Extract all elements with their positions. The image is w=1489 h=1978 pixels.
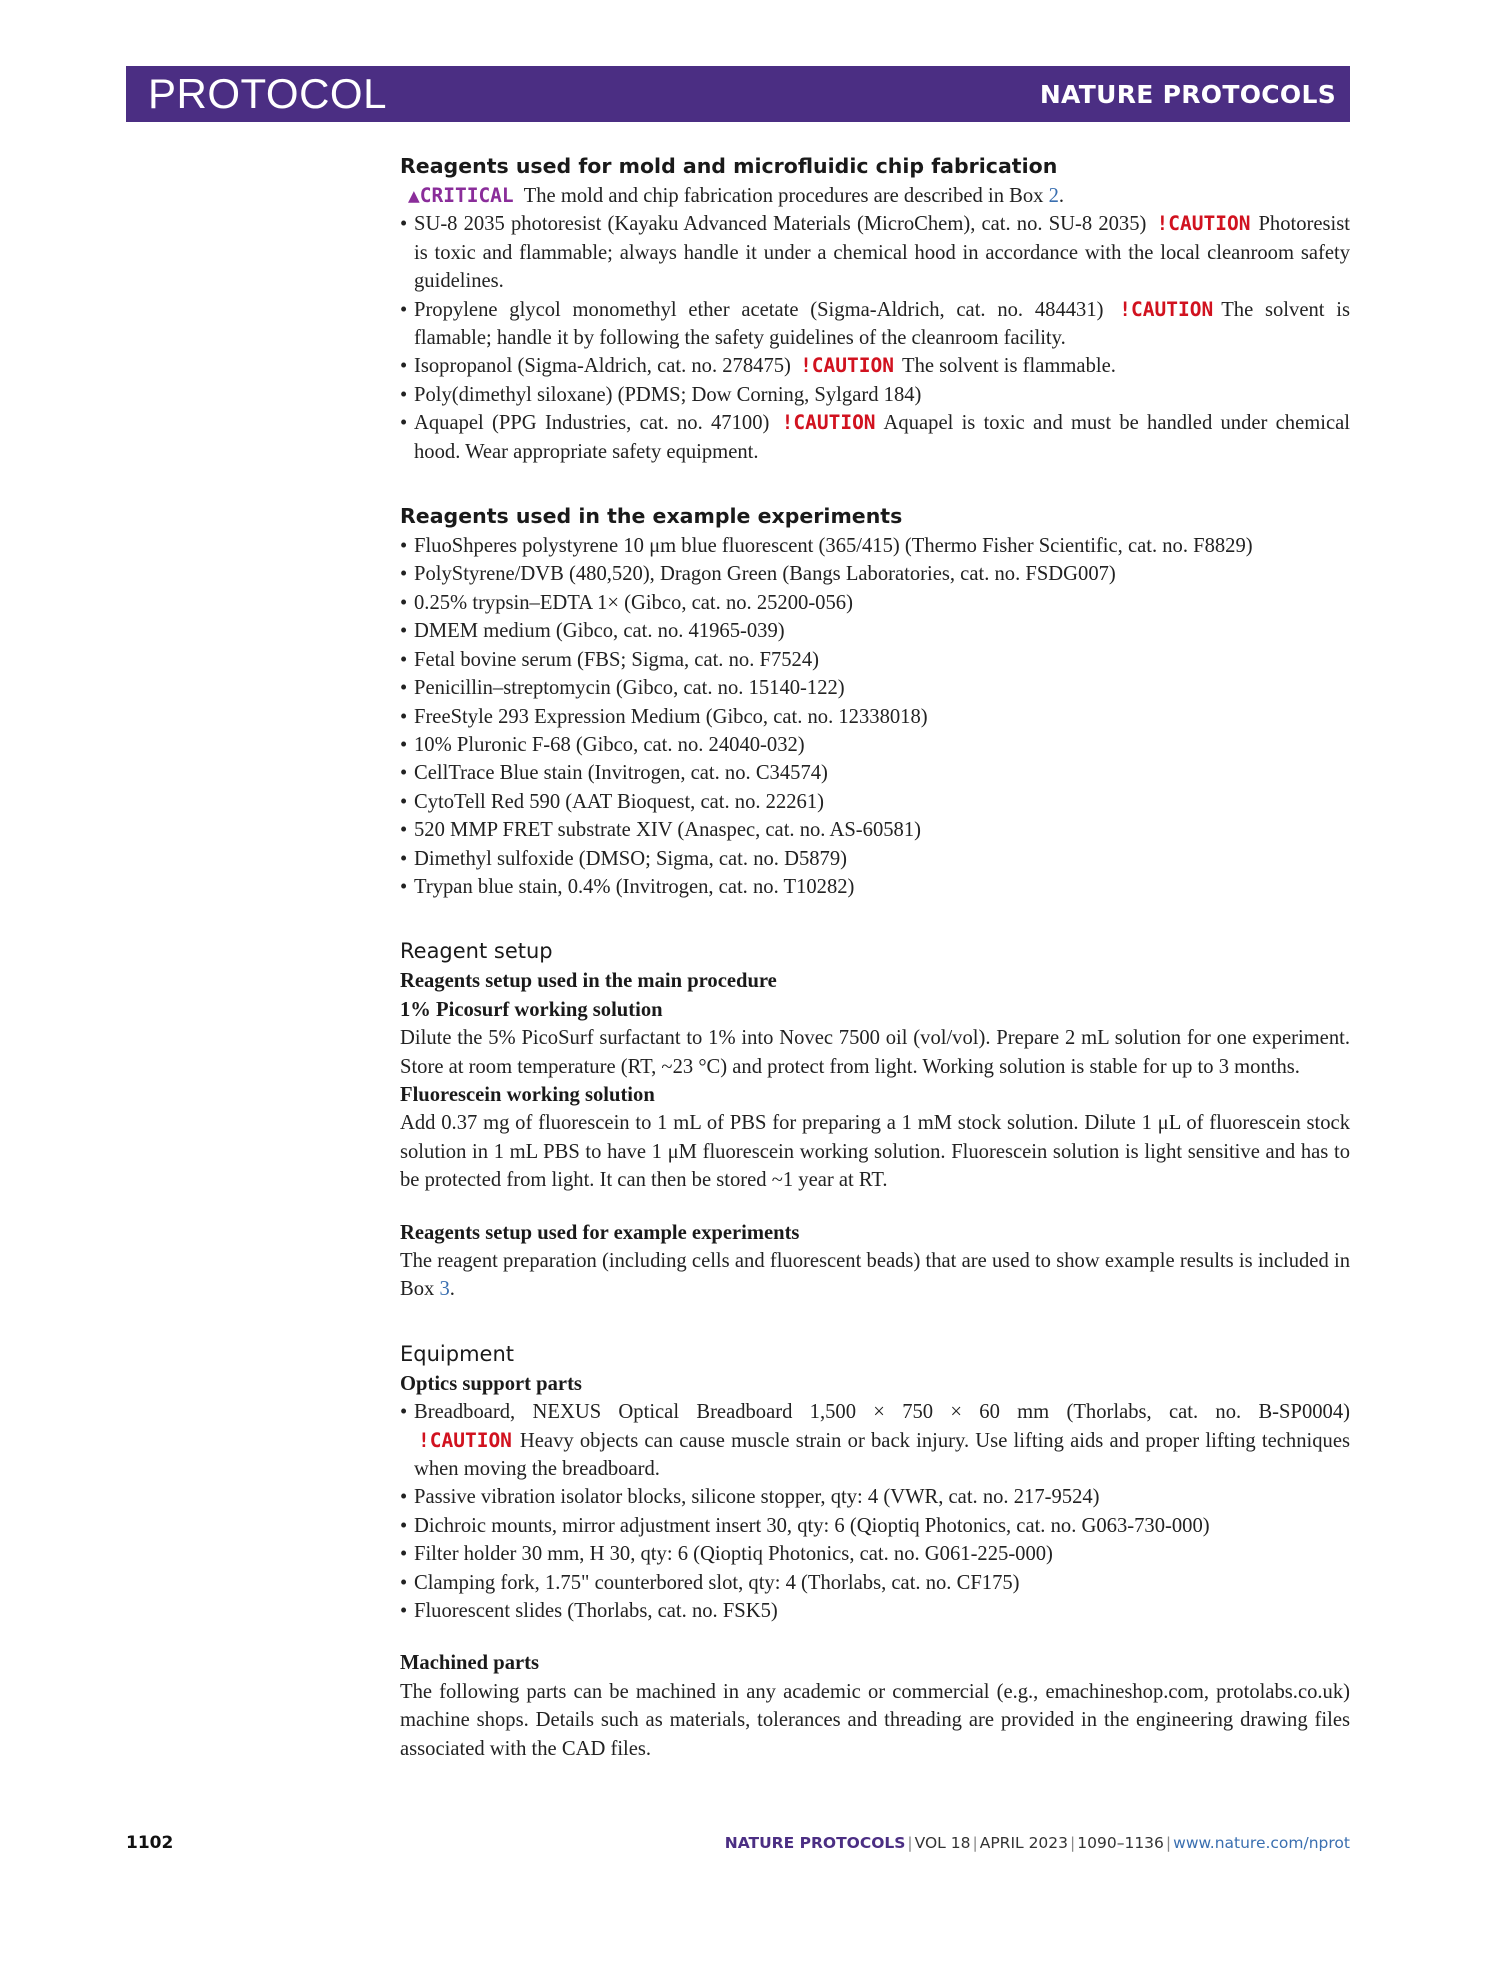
list-item: • Dichroic mounts, mirror adjustment insert 30, qty: 6 (Qioptiq Photonics, cat. no. G063-730-000) (400, 1512, 1350, 1540)
journal-name: NATURE PROTOCOLS (1039, 80, 1336, 109)
list-item: • Trypan blue stain, 0.4% (Invitrogen, cat. no. T10282) (400, 873, 1350, 901)
list-item: • Dimethyl sulfoxide (DMSO; Sigma, cat. no. D5879) (400, 845, 1350, 873)
critical-note: ▲CRITICAL The mold and chip fabrication procedures are described in Box 2. (408, 184, 1065, 207)
footer-pages: 1090–1136 (1077, 1834, 1164, 1852)
critical-label: ▲CRITICAL (408, 184, 514, 207)
fabrication-reagent-list (400, 210, 1350, 466)
caution-label: !CAUTION (1156, 212, 1251, 236)
list-item: • Aquapel (PPG Industries, cat. no. 47100) !CAUTION Aquapel is toxic and must be handled under chemical hood. Wear appropriate safety equipment. (400, 409, 1350, 466)
list-item: • Passive vibration isolator blocks, silicone stopper, qty: 4 (VWR, cat. no. 217-9524) (400, 1483, 1350, 1511)
list-item: • 0.25% trypsin–EDTA 1× (Gibco, cat. no. 25200-056) (400, 589, 1350, 617)
footer-url-link[interactable]: www.nature.com/nprot (1173, 1834, 1350, 1852)
list-item: • Isopropanol (Sigma-Aldrich, cat. no. 278475) !CAUTION The solvent is flammable. (400, 352, 1350, 380)
example-setup-paragraph: The reagent preparation (including cells and fluorescent beads) that are used to show example results is included in Box 3. (400, 1250, 1350, 1301)
section-heading-example-reagents: Reagents used in the example experiments (400, 504, 903, 529)
footer-volume: VOL 18 (914, 1834, 971, 1852)
caution-label: !CAUTION (1119, 297, 1214, 321)
caution-label: !CAUTION (418, 1428, 512, 1452)
list-item: • Filter holder 30 mm, H 30, qty: 6 (Qioptiq Photonics, cat. no. G061-225-000) (400, 1540, 1350, 1568)
list-item: • FluoShperes polystyrene 10 μm blue fluorescent (365/415) (Thermo Fisher Scientific, cat. no. F8829) (400, 532, 1350, 560)
list-item: • Breadboard, NEXUS Optical Breadboard 1,500 × 750 × 60 mm (Thorlabs, cat. no. B-SP0004) !CAUTION Heavy objects can cause muscle strain or back injury. Use lifting aids and proper lifting techniques when moving the breadboard. (400, 1398, 1350, 1483)
page-content (400, 150, 1350, 1763)
critical-text: The mold and chip fabrication procedures are described in Box (523, 185, 1049, 207)
subheading-example-setup: Reagents setup used for example experiments (400, 1221, 800, 1244)
section-heading-reagent-setup: Reagent setup (400, 939, 553, 964)
box-3-link[interactable]: 3 (439, 1278, 450, 1301)
subheading-fluorescein: Fluorescein working solution (400, 1083, 655, 1106)
list-item: • SU-8 2035 photoresist (Kayaku Advanced Materials (MicroChem), cat. no. SU-8 2035) !CAUTION Photoresist is toxic and flammable; always handle it under a chemical hood in accordance with the local cleanroom safety guidelines. (400, 210, 1350, 295)
list-item: • CellTrace Blue stain (Invitrogen, cat. no. C34574) (400, 759, 1350, 787)
citation-footer: NATURE PROTOCOLS | VOL 18 | APRIL 2023 | 1090–1136 | www.nature.com/nprot (724, 1834, 1350, 1852)
list-item: • CytoTell Red 590 (AAT Bioquest, cat. no. 22261) (400, 788, 1350, 816)
section-heading-equipment: Equipment (400, 1341, 514, 1366)
fluorescein-paragraph: Add 0.37 mg of fluorescein to 1 mL of PBS for preparing a 1 mM stock solution. Dilute 1 μL of fluorescein stock solution in 1 mL PBS to have 1 μM fluorescein working solution. Fluorescein solution is light sensitive and has to be protected from light. It can then be stored ~1 year at RT. (400, 1112, 1350, 1192)
list-item: • Poly(dimethyl siloxane) (PDMS; Dow Corning, Sylgard 184) (400, 381, 1350, 409)
article-type-label: PROTOCOL (148, 70, 387, 117)
list-item: • Fetal bovine serum (FBS; Sigma, cat. no. F7524) (400, 646, 1350, 674)
list-item: • Clamping fork, 1.75" counterbored slot, qty: 4 (Thorlabs, cat. no. CF175) (400, 1569, 1350, 1597)
footer-journal: NATURE PROTOCOLS (724, 1834, 906, 1852)
journal-header-bar (126, 66, 1350, 122)
list-item: • 520 MMP FRET substrate XIV (Anaspec, cat. no. AS-60581) (400, 816, 1350, 844)
list-item: • DMEM medium (Gibco, cat. no. 41965-039) (400, 617, 1350, 645)
subheading-main-procedure: Reagents setup used in the main procedure (400, 970, 777, 993)
list-item: • PolyStyrene/DVB (480,520), Dragon Green (Bangs Laboratories, cat. no. FSDG007) (400, 560, 1350, 588)
footer-date: APRIL 2023 (979, 1834, 1069, 1852)
subheading-machined-parts: Machined parts (400, 1652, 540, 1675)
box-2-link[interactable]: 2 (1048, 185, 1059, 207)
picosurf-paragraph: Dilute the 5% PicoSurf surfactant to 1% into Novec 7500 oil (vol/vol). Prepare 2 mL solution for one experiment. Store at room temperature (RT, ~23 °C) and protect from light. Working solution is stable for up to 3 months. (400, 1027, 1350, 1078)
equipment-list (400, 1398, 1350, 1625)
list-item: • 10% Pluronic F-68 (Gibco, cat. no. 24040-032) (400, 731, 1350, 759)
machined-parts-paragraph: The following parts can be machined in any academic or commercial (e.g., emachineshop.com, protolabs.co.uk) machine shops. Details such as materials, tolerances and threading are provided in the engineering drawing files associated with the CAD files. (400, 1680, 1350, 1760)
page-number: 1102 (126, 1833, 174, 1853)
list-item: • Penicillin–streptomycin (Gibco, cat. no. 15140-122) (400, 674, 1350, 702)
example-reagent-list (400, 532, 1350, 901)
list-item: • FreeStyle 293 Expression Medium (Gibco, cat. no. 12338018) (400, 703, 1350, 731)
list-item: • Propylene glycol monomethyl ether acetate (Sigma-Aldrich, cat. no. 484431) !CAUTION The solvent is flamable; handle it by following the safety guidelines of the cleanroom facility. (400, 296, 1350, 353)
subheading-picosurf: 1% Picosurf working solution (400, 998, 663, 1021)
caution-label: !CAUTION (800, 354, 894, 378)
caution-label: !CAUTION (781, 411, 876, 435)
subheading-optics-support: Optics support parts (400, 1372, 582, 1395)
list-item: • Fluorescent slides (Thorlabs, cat. no. FSK5) (400, 1597, 1350, 1625)
section-heading-fabrication: Reagents used for mold and microfluidic chip fabrication (400, 154, 1058, 178)
